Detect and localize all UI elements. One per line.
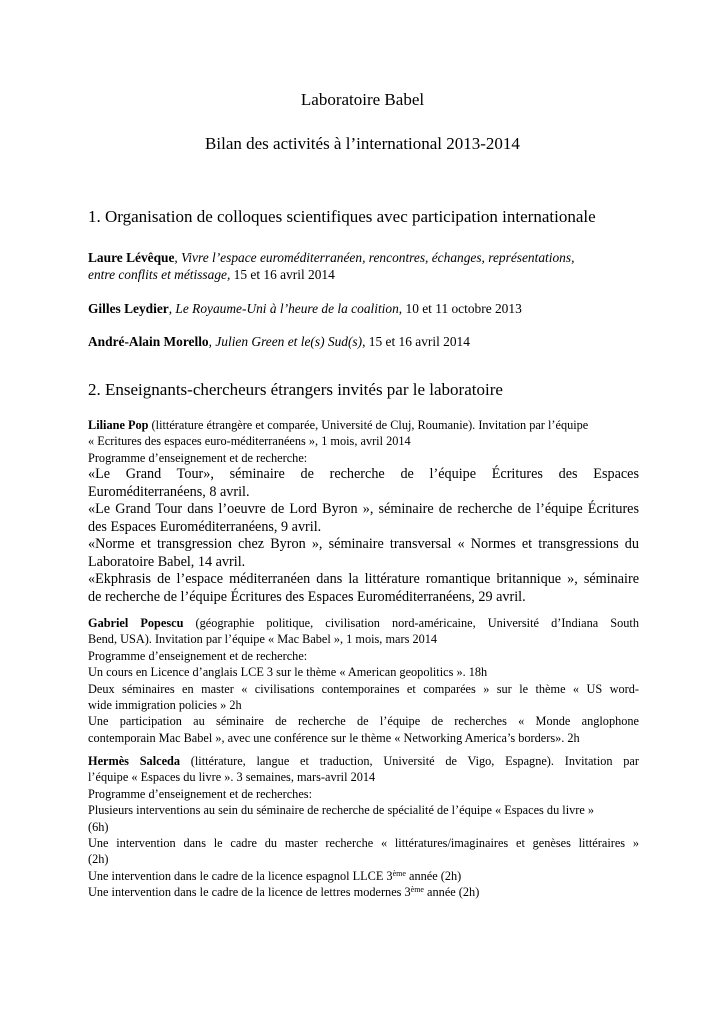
organizer-name: André-Alain Morello — [88, 334, 209, 349]
guest-entry-popescu: Gabriel Popescu (géographie politique, civilisation nord-américaine, Université d’Indiana South Bend, USA). Invitation par l’équipe « Mac Babel », 1 mois, mars 2014 Programme d’enseignement et de recherche: Un cours en Licence d’anglais LCE 3 sur le thème « American geopolitics ». 18h Deux séminaires en master « civilisations contemporaines et comparées » sur le thème « US word- wide immigration policies » 2h Une participation au séminaire de recherche de l’équipe de recherches « Monde anglophone contemporain Mac Babel », avec une conférence sur le thème « Networking America’s borders». 2h — [88, 616, 639, 745]
section-2-heading: 2. Enseignants-chercheurs étrangers invités par le laboratoire — [88, 380, 503, 399]
colloquium-entry-leydier: Gilles Leydier, Le Royaume-Uni à l’heure de la coalition, 10 et 11 octobre 2013 — [88, 301, 522, 316]
colloquium-title: Le Royaume-Uni à l’heure de la coalition — [175, 301, 399, 316]
guest-name: Gabriel Popescu — [88, 616, 184, 630]
guest-name: Liliane Pop — [88, 418, 149, 432]
colloquium-title-cont: entre conflits et métissage, — [88, 267, 231, 282]
document-title: Laboratoire Babel — [300, 90, 425, 109]
guest-entry-pop: Liliane Pop (littérature étrangère et comparée, Université de Cluj, Roumanie). Invitation par l’équipe « Ecritures des espaces euro-méditerranéens », 1 mois, avril 2014 Programme d’enseignement et de recherche: «Le Grand Tour», séminaire de recherche de l’équipe Écritures des Espaces Euroméditerranéens, 8 avril. «Le Grand Tour dans l’oeuvre de Lord Byron », séminaire de recherche de l’équipe Écritures des Espaces Euroméditerranéens, 9 avril. «Norme et transgression chez Byron », séminaire transversal « Normes et transgressions du Laboratoire Babel, 14 avril. «Ekphrasis de l’espace méditerranéen dans la littérature romantique britannique », séminaire de recherche de l’équipe Écritures des Espaces Euroméditerranéens, 29 avril. — [88, 418, 639, 605]
colloquium-title: Julien Green et le(s) Sud(s) — [215, 334, 363, 349]
colloquium-dates: 15 et 16 avril 2014 — [230, 267, 335, 282]
colloquium-dates: , 10 et 11 octobre 2013 — [398, 301, 522, 316]
guest-entry-salceda: Hermès Salceda (littérature, langue et traduction, Université de Vigo, Espagne). Invitation par l’équipe « Espaces du livre ». 3 semaines, mars-avril 2014 Programme d’enseignement et de recherches: Plusieurs interventions au sein du séminaire de recherche de spécialité de l’équipe « Espaces du livre » (6h) Une intervention dans le cadre du master recherche « littératures/imaginaires et genèses littéraires » (2h) Une intervention dans le cadre de la licence espagnol LLCE 3ème année (2h) Une intervention dans le cadre de la licence de lettres modernes 3ème année (2h) — [88, 754, 639, 900]
document-subtitle: Bilan des activités à l’international 2013-2014 — [205, 134, 520, 153]
colloquium-title: Vivre l’espace euroméditerranéen, rencontres, échanges, représentations, — [181, 250, 575, 265]
colloquium-dates: , 15 et 16 avril 2014 — [362, 334, 470, 349]
guest-name: Hermès Salceda — [88, 754, 181, 768]
section-1-heading: 1. Organisation de colloques scientifiques avec participation internationale — [88, 207, 596, 226]
organizer-name: Gilles Leydier — [88, 301, 169, 316]
organizer-name: Laure Lévêque — [88, 250, 175, 265]
colloquium-entry-morello: André-Alain Morello, Julien Green et le(s) Sud(s), 15 et 16 avril 2014 — [88, 334, 470, 349]
colloquium-entry-leveque: Laure Lévêque, Vivre l’espace euroméditerranéen, rencontres, échanges, représentations, entre conflits et métissage, 15 et 16 avril 2014 — [88, 250, 575, 282]
